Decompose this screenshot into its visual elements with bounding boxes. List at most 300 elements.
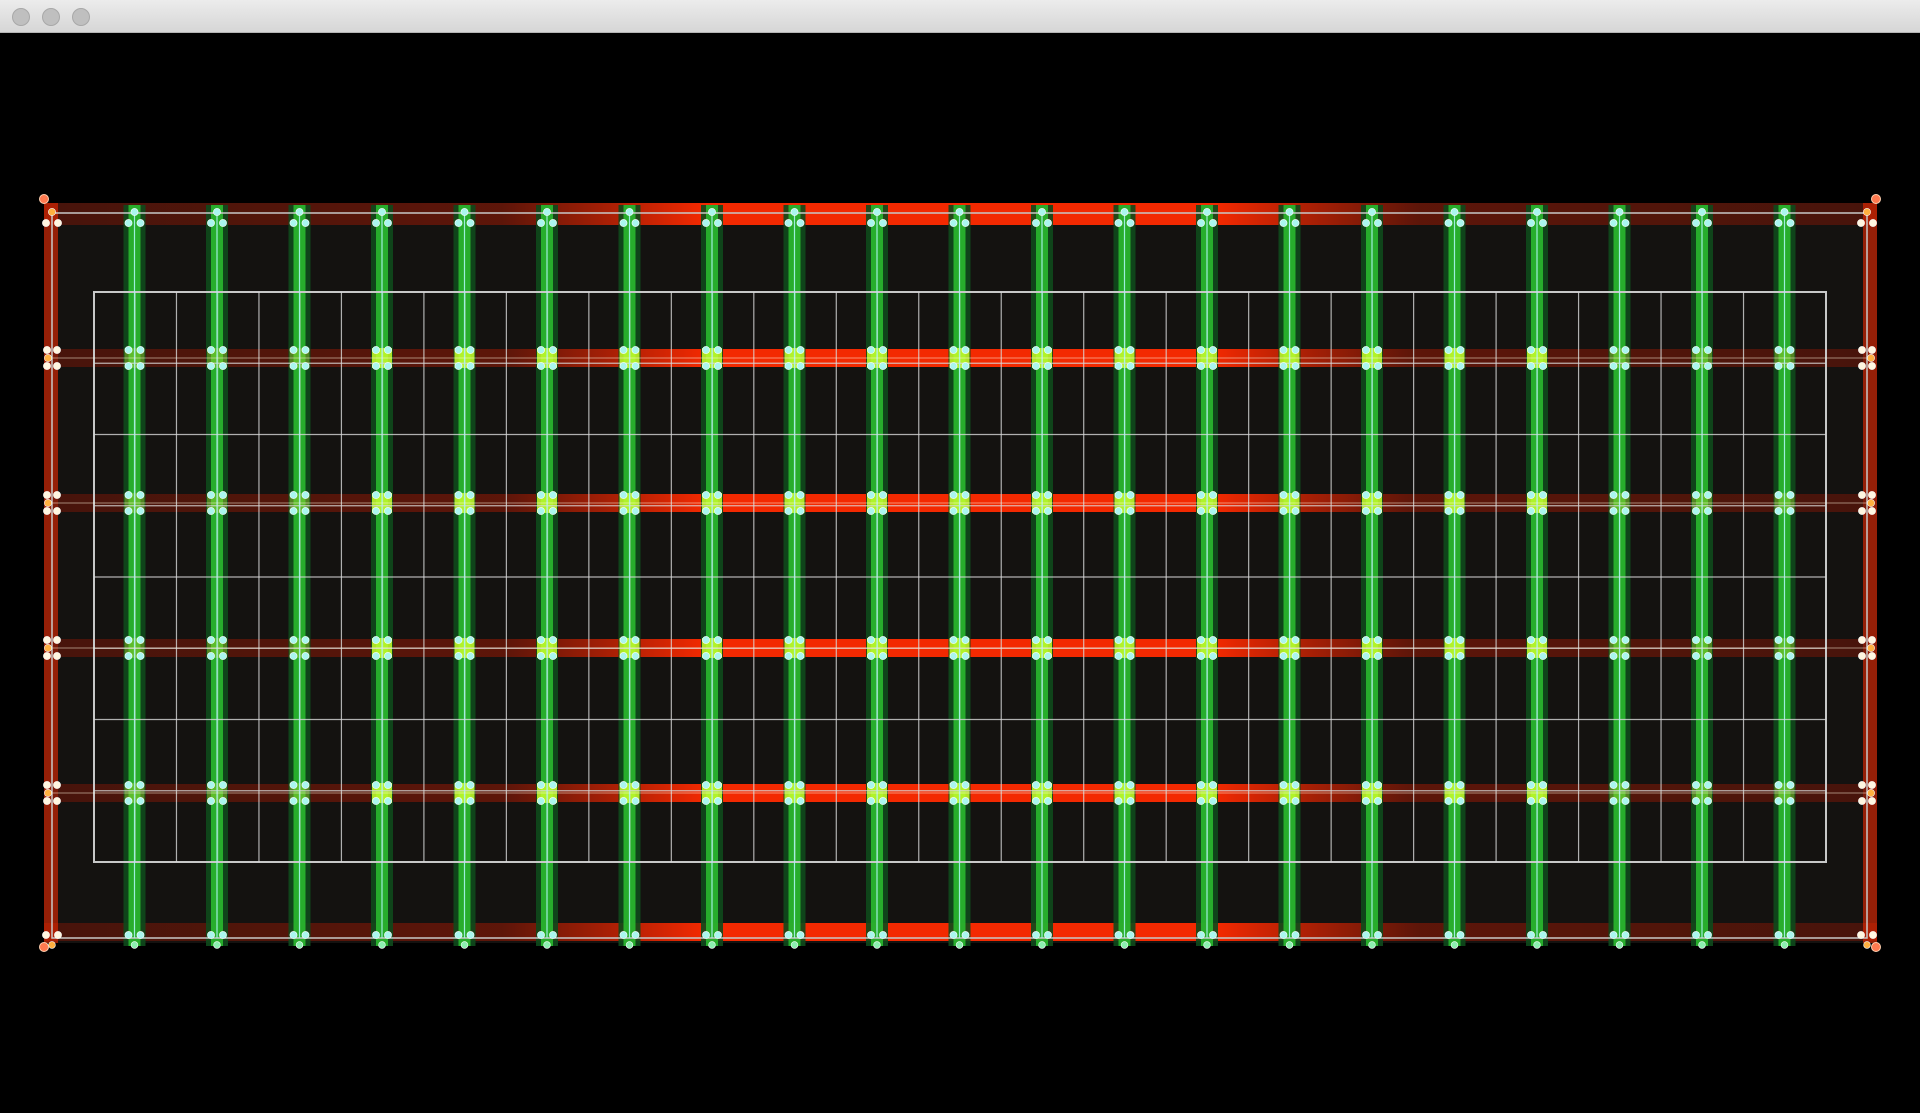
control-point[interactable] xyxy=(207,636,214,643)
control-point[interactable] xyxy=(1692,362,1699,369)
control-point[interactable] xyxy=(384,491,391,498)
control-point[interactable] xyxy=(537,346,544,353)
control-point[interactable] xyxy=(1610,652,1617,659)
control-point[interactable] xyxy=(207,346,214,353)
control-point[interactable] xyxy=(302,636,309,643)
control-point[interactable] xyxy=(1044,652,1051,659)
control-point[interactable] xyxy=(1209,346,1216,353)
control-point[interactable] xyxy=(455,346,462,353)
control-point[interactable] xyxy=(43,507,50,514)
control-point[interactable] xyxy=(53,346,60,353)
control-point[interactable] xyxy=(302,931,309,938)
control-point[interactable] xyxy=(1374,781,1381,788)
control-point-top[interactable] xyxy=(1616,208,1623,215)
control-point[interactable] xyxy=(1869,219,1876,226)
control-point[interactable] xyxy=(785,781,792,788)
control-point[interactable] xyxy=(1539,346,1546,353)
control-point-edge[interactable] xyxy=(44,354,51,361)
control-point[interactable] xyxy=(1527,507,1534,514)
control-point[interactable] xyxy=(950,219,957,226)
control-point[interactable] xyxy=(1539,219,1546,226)
control-point[interactable] xyxy=(950,346,957,353)
control-point[interactable] xyxy=(1858,362,1865,369)
control-point[interactable] xyxy=(207,652,214,659)
control-point[interactable] xyxy=(549,797,556,804)
control-point[interactable] xyxy=(1692,652,1699,659)
control-point[interactable] xyxy=(1044,346,1051,353)
control-point[interactable] xyxy=(1032,781,1039,788)
control-point[interactable] xyxy=(125,781,132,788)
control-point[interactable] xyxy=(1622,636,1629,643)
control-point[interactable] xyxy=(43,636,50,643)
control-point[interactable] xyxy=(137,362,144,369)
control-point-bottom[interactable] xyxy=(874,942,881,949)
control-point[interactable] xyxy=(1292,346,1299,353)
control-point-bottom[interactable] xyxy=(626,942,633,949)
control-point-bottom[interactable] xyxy=(1781,942,1788,949)
control-point[interactable] xyxy=(1704,797,1711,804)
control-point[interactable] xyxy=(455,652,462,659)
control-point[interactable] xyxy=(1280,491,1287,498)
control-point[interactable] xyxy=(1374,362,1381,369)
control-point[interactable] xyxy=(1787,362,1794,369)
control-point-bottom[interactable] xyxy=(544,942,551,949)
control-point[interactable] xyxy=(384,931,391,938)
control-point[interactable] xyxy=(867,781,874,788)
control-point-bottom[interactable] xyxy=(296,942,303,949)
control-point[interactable] xyxy=(1622,346,1629,353)
control-point-bottom[interactable] xyxy=(1864,942,1871,949)
control-point[interactable] xyxy=(950,507,957,514)
control-point[interactable] xyxy=(1209,362,1216,369)
control-point[interactable] xyxy=(1869,931,1876,938)
control-point[interactable] xyxy=(54,931,61,938)
control-point[interactable] xyxy=(1209,797,1216,804)
control-point[interactable] xyxy=(43,362,50,369)
control-point[interactable] xyxy=(879,219,886,226)
control-point[interactable] xyxy=(632,636,639,643)
control-point[interactable] xyxy=(962,931,969,938)
control-point[interactable] xyxy=(302,781,309,788)
control-point[interactable] xyxy=(1292,507,1299,514)
control-point[interactable] xyxy=(714,652,721,659)
control-point[interactable] xyxy=(702,219,709,226)
control-point[interactable] xyxy=(1197,781,1204,788)
control-point[interactable] xyxy=(125,652,132,659)
control-point[interactable] xyxy=(1280,346,1287,353)
control-point[interactable] xyxy=(632,491,639,498)
control-point[interactable] xyxy=(1445,781,1452,788)
control-point[interactable] xyxy=(290,219,297,226)
control-point[interactable] xyxy=(302,652,309,659)
control-point[interactable] xyxy=(632,931,639,938)
control-point[interactable] xyxy=(125,636,132,643)
control-point[interactable] xyxy=(1858,781,1865,788)
control-point[interactable] xyxy=(1115,219,1122,226)
control-point[interactable] xyxy=(785,507,792,514)
control-point-edge[interactable] xyxy=(44,789,51,796)
control-point[interactable] xyxy=(1704,652,1711,659)
control-point[interactable] xyxy=(797,507,804,514)
control-point[interactable] xyxy=(53,652,60,659)
control-point[interactable] xyxy=(867,491,874,498)
control-point[interactable] xyxy=(1527,346,1534,353)
control-point[interactable] xyxy=(53,797,60,804)
control-point[interactable] xyxy=(620,781,627,788)
control-point[interactable] xyxy=(1197,491,1204,498)
control-point[interactable] xyxy=(125,346,132,353)
control-point[interactable] xyxy=(549,346,556,353)
control-point[interactable] xyxy=(1292,362,1299,369)
control-point[interactable] xyxy=(1115,491,1122,498)
control-point[interactable] xyxy=(632,346,639,353)
control-point[interactable] xyxy=(962,652,969,659)
control-point[interactable] xyxy=(43,797,50,804)
control-point[interactable] xyxy=(620,346,627,353)
projection-grid-svg[interactable] xyxy=(0,33,1920,1113)
control-point-edge[interactable] xyxy=(1867,354,1874,361)
control-point[interactable] xyxy=(455,781,462,788)
control-point[interactable] xyxy=(1127,931,1134,938)
control-point[interactable] xyxy=(1280,652,1287,659)
control-point-top[interactable] xyxy=(1863,208,1870,215)
control-point[interactable] xyxy=(1292,797,1299,804)
control-point[interactable] xyxy=(53,507,60,514)
control-point-bottom[interactable] xyxy=(131,942,138,949)
control-point[interactable] xyxy=(702,362,709,369)
control-point[interactable] xyxy=(290,931,297,938)
control-point-edge[interactable] xyxy=(1867,789,1874,796)
control-point[interactable] xyxy=(53,781,60,788)
control-point[interactable] xyxy=(1032,507,1039,514)
control-point[interactable] xyxy=(1362,362,1369,369)
control-point[interactable] xyxy=(43,781,50,788)
control-point[interactable] xyxy=(1374,491,1381,498)
control-point[interactable] xyxy=(867,797,874,804)
control-point[interactable] xyxy=(549,636,556,643)
control-point[interactable] xyxy=(1527,219,1534,226)
control-point[interactable] xyxy=(797,219,804,226)
control-point[interactable] xyxy=(1692,346,1699,353)
control-point[interactable] xyxy=(1622,797,1629,804)
control-point[interactable] xyxy=(372,507,379,514)
control-point[interactable] xyxy=(879,931,886,938)
control-point[interactable] xyxy=(53,362,60,369)
control-point[interactable] xyxy=(1775,219,1782,226)
control-point[interactable] xyxy=(1704,781,1711,788)
control-point[interactable] xyxy=(455,636,462,643)
control-point[interactable] xyxy=(384,781,391,788)
control-point[interactable] xyxy=(219,491,226,498)
control-point[interactable] xyxy=(632,362,639,369)
control-point[interactable] xyxy=(219,797,226,804)
control-point[interactable] xyxy=(290,652,297,659)
control-point[interactable] xyxy=(879,652,886,659)
control-point[interactable] xyxy=(1704,636,1711,643)
control-point[interactable] xyxy=(1127,797,1134,804)
control-point[interactable] xyxy=(1197,346,1204,353)
control-point[interactable] xyxy=(1445,346,1452,353)
control-point-bottom[interactable] xyxy=(956,942,963,949)
control-point[interactable] xyxy=(1692,797,1699,804)
projection-canvas[interactable] xyxy=(0,33,1920,1113)
control-point[interactable] xyxy=(467,219,474,226)
control-point[interactable] xyxy=(372,797,379,804)
control-point[interactable] xyxy=(1445,636,1452,643)
control-point[interactable] xyxy=(1858,797,1865,804)
control-point[interactable] xyxy=(43,346,50,353)
control-point[interactable] xyxy=(1280,931,1287,938)
control-point[interactable] xyxy=(879,636,886,643)
control-point[interactable] xyxy=(537,931,544,938)
control-point[interactable] xyxy=(1692,491,1699,498)
control-point[interactable] xyxy=(549,491,556,498)
control-point[interactable] xyxy=(1127,362,1134,369)
minimize-button[interactable] xyxy=(42,8,60,26)
control-point[interactable] xyxy=(1527,362,1534,369)
control-point[interactable] xyxy=(1539,636,1546,643)
control-point[interactable] xyxy=(620,652,627,659)
control-point[interactable] xyxy=(1209,507,1216,514)
control-point[interactable] xyxy=(1044,507,1051,514)
corner-handle[interactable] xyxy=(40,195,49,204)
control-point[interactable] xyxy=(302,346,309,353)
control-point[interactable] xyxy=(1362,652,1369,659)
control-point[interactable] xyxy=(867,636,874,643)
control-point[interactable] xyxy=(549,507,556,514)
control-point[interactable] xyxy=(620,219,627,226)
control-point[interactable] xyxy=(1868,491,1875,498)
control-point[interactable] xyxy=(1868,507,1875,514)
control-point[interactable] xyxy=(137,507,144,514)
control-point[interactable] xyxy=(549,781,556,788)
control-point[interactable] xyxy=(219,346,226,353)
control-point[interactable] xyxy=(1292,636,1299,643)
control-point[interactable] xyxy=(1787,636,1794,643)
control-point[interactable] xyxy=(620,636,627,643)
control-point[interactable] xyxy=(1539,652,1546,659)
control-point[interactable] xyxy=(1610,636,1617,643)
control-point[interactable] xyxy=(714,491,721,498)
control-point[interactable] xyxy=(1115,931,1122,938)
control-point[interactable] xyxy=(1197,797,1204,804)
control-point[interactable] xyxy=(302,362,309,369)
control-point[interactable] xyxy=(714,362,721,369)
control-point[interactable] xyxy=(137,652,144,659)
control-point[interactable] xyxy=(1362,797,1369,804)
control-point[interactable] xyxy=(1032,346,1039,353)
control-point[interactable] xyxy=(1209,219,1216,226)
control-point[interactable] xyxy=(1539,931,1546,938)
control-point[interactable] xyxy=(1445,362,1452,369)
control-point-bottom[interactable] xyxy=(1534,942,1541,949)
control-point[interactable] xyxy=(42,931,49,938)
control-point[interactable] xyxy=(372,362,379,369)
control-point[interactable] xyxy=(702,636,709,643)
control-point[interactable] xyxy=(137,491,144,498)
control-point[interactable] xyxy=(42,219,49,226)
control-point[interactable] xyxy=(1362,219,1369,226)
control-point[interactable] xyxy=(1787,507,1794,514)
control-point[interactable] xyxy=(53,636,60,643)
control-point[interactable] xyxy=(1445,491,1452,498)
control-point[interactable] xyxy=(1209,491,1216,498)
control-point[interactable] xyxy=(1527,931,1534,938)
control-point[interactable] xyxy=(1445,219,1452,226)
control-point[interactable] xyxy=(714,781,721,788)
control-point[interactable] xyxy=(455,219,462,226)
control-point[interactable] xyxy=(632,781,639,788)
control-point[interactable] xyxy=(1610,219,1617,226)
control-point[interactable] xyxy=(1858,652,1865,659)
control-point[interactable] xyxy=(1787,797,1794,804)
control-point[interactable] xyxy=(620,507,627,514)
control-point[interactable] xyxy=(1209,636,1216,643)
control-point-bottom[interactable] xyxy=(49,942,56,949)
control-point[interactable] xyxy=(54,219,61,226)
control-point[interactable] xyxy=(1044,636,1051,643)
control-point[interactable] xyxy=(879,491,886,498)
control-point[interactable] xyxy=(1032,491,1039,498)
control-point[interactable] xyxy=(1292,652,1299,659)
control-point[interactable] xyxy=(384,362,391,369)
control-point[interactable] xyxy=(207,931,214,938)
control-point[interactable] xyxy=(207,781,214,788)
control-point[interactable] xyxy=(1527,636,1534,643)
control-point-top[interactable] xyxy=(1698,208,1705,215)
control-point[interactable] xyxy=(1775,507,1782,514)
control-point[interactable] xyxy=(219,781,226,788)
control-point[interactable] xyxy=(962,346,969,353)
control-point[interactable] xyxy=(43,491,50,498)
control-point[interactable] xyxy=(950,491,957,498)
control-point[interactable] xyxy=(714,797,721,804)
control-point[interactable] xyxy=(1209,931,1216,938)
control-point[interactable] xyxy=(1539,491,1546,498)
control-point[interactable] xyxy=(1610,931,1617,938)
control-point[interactable] xyxy=(702,507,709,514)
control-point-bottom[interactable] xyxy=(1699,942,1706,949)
control-point[interactable] xyxy=(537,507,544,514)
control-point[interactable] xyxy=(290,507,297,514)
control-point-bottom[interactable] xyxy=(1369,942,1376,949)
control-point-top[interactable] xyxy=(1451,208,1458,215)
control-point[interactable] xyxy=(1445,797,1452,804)
control-point[interactable] xyxy=(797,931,804,938)
control-point[interactable] xyxy=(1539,507,1546,514)
control-point[interactable] xyxy=(1787,219,1794,226)
control-point[interactable] xyxy=(1374,931,1381,938)
control-point-top[interactable] xyxy=(1368,208,1375,215)
control-point-top[interactable] xyxy=(956,208,963,215)
control-point[interactable] xyxy=(1704,507,1711,514)
control-point[interactable] xyxy=(549,652,556,659)
control-point[interactable] xyxy=(290,781,297,788)
control-point-bottom[interactable] xyxy=(214,942,221,949)
control-point[interactable] xyxy=(1457,362,1464,369)
control-point[interactable] xyxy=(1775,346,1782,353)
control-point[interactable] xyxy=(714,931,721,938)
control-point[interactable] xyxy=(1127,346,1134,353)
control-point[interactable] xyxy=(1775,636,1782,643)
control-point[interactable] xyxy=(1127,781,1134,788)
control-point[interactable] xyxy=(867,362,874,369)
control-point[interactable] xyxy=(879,507,886,514)
control-point[interactable] xyxy=(797,362,804,369)
control-point[interactable] xyxy=(1858,491,1865,498)
control-point[interactable] xyxy=(1127,491,1134,498)
control-point[interactable] xyxy=(384,219,391,226)
control-point-top[interactable] xyxy=(791,208,798,215)
control-point[interactable] xyxy=(785,219,792,226)
control-point[interactable] xyxy=(1457,636,1464,643)
control-point[interactable] xyxy=(1362,636,1369,643)
control-point[interactable] xyxy=(632,219,639,226)
control-point[interactable] xyxy=(1539,797,1546,804)
control-point[interactable] xyxy=(384,797,391,804)
control-point[interactable] xyxy=(1457,346,1464,353)
control-point[interactable] xyxy=(1374,507,1381,514)
control-point-top[interactable] xyxy=(48,208,55,215)
window-titlebar[interactable] xyxy=(0,0,1920,33)
control-point-top[interactable] xyxy=(626,208,633,215)
control-point[interactable] xyxy=(1115,797,1122,804)
control-point[interactable] xyxy=(1362,491,1369,498)
control-point[interactable] xyxy=(1044,797,1051,804)
control-point[interactable] xyxy=(962,797,969,804)
control-point[interactable] xyxy=(620,362,627,369)
control-point[interactable] xyxy=(1115,636,1122,643)
control-point[interactable] xyxy=(1044,491,1051,498)
control-point[interactable] xyxy=(302,491,309,498)
control-point[interactable] xyxy=(1292,219,1299,226)
control-point-bottom[interactable] xyxy=(1204,942,1211,949)
control-point[interactable] xyxy=(797,781,804,788)
control-point[interactable] xyxy=(1044,781,1051,788)
control-point[interactable] xyxy=(950,636,957,643)
control-point[interactable] xyxy=(207,797,214,804)
control-point[interactable] xyxy=(207,491,214,498)
control-point[interactable] xyxy=(1868,362,1875,369)
control-point[interactable] xyxy=(1868,346,1875,353)
control-point[interactable] xyxy=(219,652,226,659)
control-point[interactable] xyxy=(1197,219,1204,226)
control-point[interactable] xyxy=(714,636,721,643)
control-point[interactable] xyxy=(302,797,309,804)
control-point[interactable] xyxy=(879,346,886,353)
control-point[interactable] xyxy=(219,362,226,369)
control-point[interactable] xyxy=(372,781,379,788)
control-point[interactable] xyxy=(467,362,474,369)
control-point[interactable] xyxy=(1775,797,1782,804)
control-point[interactable] xyxy=(1362,931,1369,938)
control-point[interactable] xyxy=(455,507,462,514)
control-point[interactable] xyxy=(1527,797,1534,804)
control-point[interactable] xyxy=(137,797,144,804)
control-point[interactable] xyxy=(290,797,297,804)
control-point[interactable] xyxy=(1280,781,1287,788)
control-point[interactable] xyxy=(137,636,144,643)
control-point[interactable] xyxy=(290,362,297,369)
control-point[interactable] xyxy=(1374,797,1381,804)
control-point[interactable] xyxy=(1197,507,1204,514)
control-point[interactable] xyxy=(1445,652,1452,659)
control-point[interactable] xyxy=(1858,346,1865,353)
control-point[interactable] xyxy=(1622,491,1629,498)
control-point[interactable] xyxy=(1280,636,1287,643)
control-point[interactable] xyxy=(1527,491,1534,498)
control-point[interactable] xyxy=(1704,362,1711,369)
